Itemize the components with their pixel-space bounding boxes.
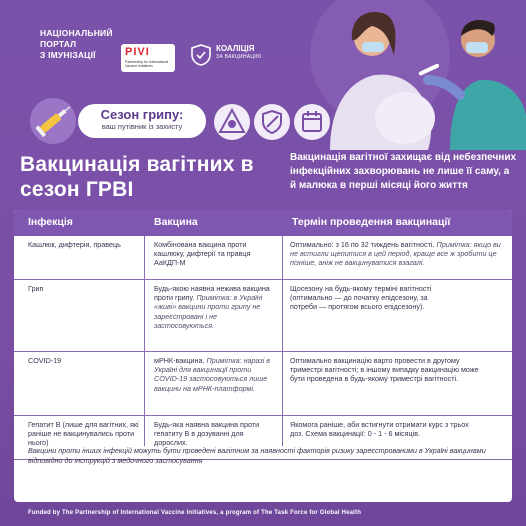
syringe-icon <box>30 98 76 144</box>
timing-note: Примітка: якщо ви не встигли щепитися в цей період, краще все ж зробити це пізніше, аніж не вакцинуватися взагалі. <box>290 240 501 268</box>
header-timing: Термін проведення вакцинації <box>292 216 451 228</box>
vaccine-cell: Будь-яка наявна вакцина проти гепатиту В в дозуванні для дорослих. <box>154 420 260 448</box>
vaccination-table <box>14 210 512 502</box>
vaccine-note: Примітка: наразі в Україні для вакцинації проти COVID-19 застосовуються лише вакцини на мРНК-платформі. <box>154 356 271 393</box>
table-header-row <box>14 210 512 236</box>
header-vaccine: Вакцина <box>154 216 198 228</box>
timing-cell: Оптимально вакцинацію варто провести в другому триместрі вагітності; в іншому випадку вакцинацію може бути проведена в будь-якому триместрі вагітності. <box>290 356 479 384</box>
pregnant-woman-doctor-illustration <box>310 0 526 150</box>
coalition-subtitle: ЗА ВАКЦИНАЦІЮ <box>216 54 262 60</box>
calendar-icon <box>294 104 330 140</box>
pivi-subtitle: Partnership for International Vaccine Initiatives <box>125 60 169 68</box>
virus-warning-icon <box>214 104 250 140</box>
infection-cell: COVID-19 <box>28 356 62 365</box>
vaccine-text: мРНК-вакцина. <box>154 356 205 365</box>
vaccine-text: Будь-якою наявна нежива вакцина проти грипу. <box>154 284 270 303</box>
season-title: Сезон грипу: <box>100 107 184 122</box>
portal-line: ПОРТАЛ <box>40 39 77 49</box>
season-badge <box>78 104 206 138</box>
table-row <box>14 352 512 416</box>
vaccine-cell <box>154 284 276 330</box>
infection-cell: Грип <box>28 284 44 293</box>
vaccine-note: Примітка: в Україні «живі» вакцини проти грипу не зареєстровані і не застосовуються. <box>154 293 263 330</box>
funding-footer: Funded by The Partnership of International Vaccine Initiatives, a program of The Task Force for Global Health <box>28 510 362 516</box>
timing-text: Оптимально: з 16 по 32 тиждень вагітності. <box>290 240 435 249</box>
table-footnote: Вакцини проти інших інфекцій можуть бути проведені вагітним за наявності факторів ризику зареєстрованими в Україні вакцинами відповідно до інструкцій з медичного застосування <box>28 446 486 465</box>
pivi-logo <box>121 44 175 72</box>
timing-cell <box>290 240 504 268</box>
table-row <box>14 236 512 280</box>
vaccine-cell: Комбінована вакцина проти кашлюку, дифтерії та правця АаКДП-М <box>154 240 251 268</box>
intro-text: Вакцинація вагітної захищає від небезпечних інфекційних захворювань не лише її саму, а й малюка в перші місяці його життя <box>290 152 517 191</box>
header-infection: Інфекція <box>28 216 73 228</box>
infection-cell: Кашлюк, дифтерія, правець <box>28 240 121 249</box>
season-subtitle: ваш путівник із захисту <box>101 122 183 131</box>
table-row <box>14 280 512 352</box>
page-title: Вакцинація вагітних в сезон ГРВІ <box>20 153 254 201</box>
timing-cell: Щосезону на будь-якому терміні вагітності (оптимально — до початку епідсезону, за потреби — протягом всього епідсезону). <box>290 284 432 312</box>
timing-cell: Якомога раніше, аби встигнути отримати курс з трьох доз. Схема вакцинації: 0 - 1 - 6 місяців. <box>290 420 469 439</box>
infection-cell: Гепатит В (лише для вагітних, які раніше не вакцинувались проти нього) <box>28 420 139 448</box>
portal-line: З ІМУНІЗАЦІЇ <box>40 50 96 60</box>
national-portal-logo <box>40 28 120 61</box>
coalition-shield-icon <box>190 44 212 66</box>
pivi-word: PIVI <box>125 46 150 58</box>
vaccine-cell <box>154 356 276 393</box>
portal-line: НАЦІОНАЛЬНИЙ <box>40 28 113 38</box>
coalition-title: КОАЛІЦІЯ <box>216 44 255 53</box>
coalition-logo <box>216 44 261 62</box>
shield-syringe-icon <box>254 104 290 140</box>
